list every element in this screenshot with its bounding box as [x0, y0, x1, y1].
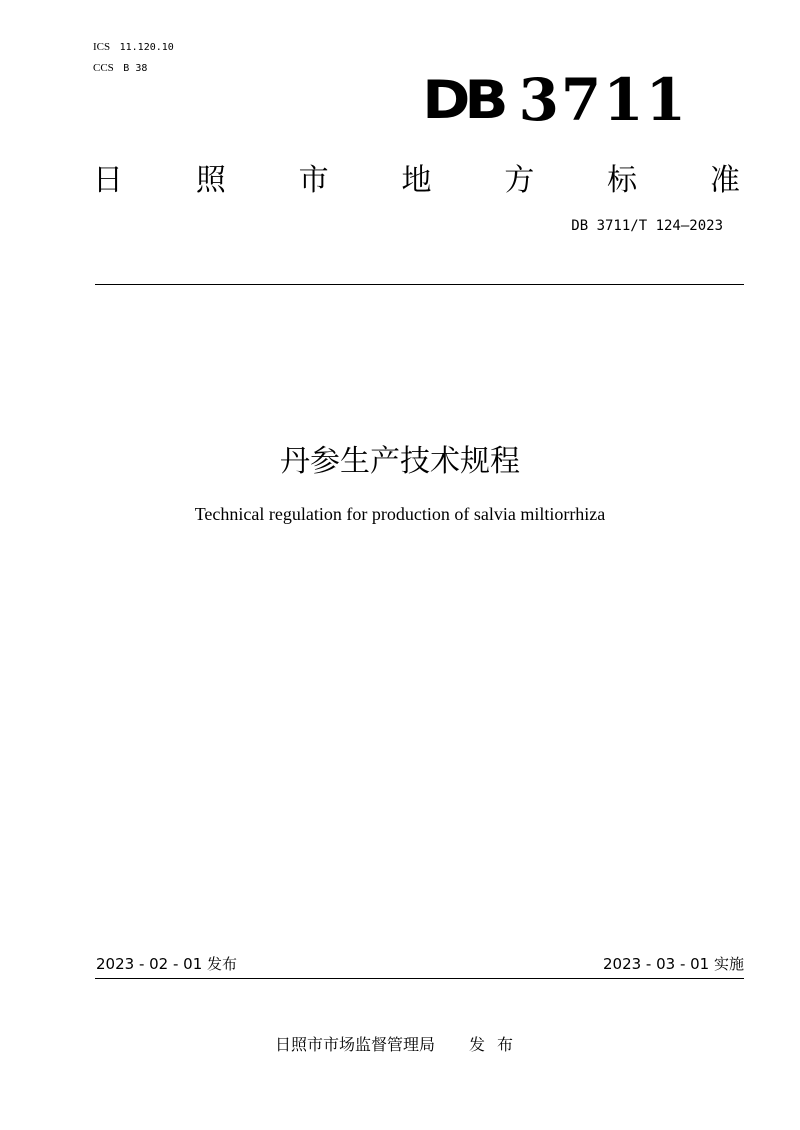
standard-type-char: 照	[195, 163, 226, 198]
issuer-action: 发布	[469, 1035, 526, 1054]
ccs-value: B 38	[123, 63, 148, 74]
ccs-label: CCS	[93, 62, 114, 74]
db-standard-logo	[422, 66, 688, 134]
standard-type-char: 方	[504, 163, 535, 198]
standard-type-char: 日	[93, 163, 123, 198]
document-title-cn: 丹参生产技术规程	[280, 444, 520, 479]
implementation-date: 2023 - 03 - 01 实施	[602, 955, 744, 973]
standard-code: DB 3711/T 124—2023	[571, 218, 723, 234]
db-number: 3711	[518, 66, 688, 134]
standard-type-char: 地	[401, 163, 432, 198]
ics-classification	[93, 40, 174, 55]
issue-date: 2023 - 02 - 01 发布	[96, 955, 238, 973]
ics-label: ICS	[93, 41, 111, 53]
standard-type-char: 标	[607, 163, 638, 198]
issuer-line	[0, 1032, 800, 1055]
ics-value: 11.120.10	[119, 42, 174, 53]
db-prefix: DB	[422, 69, 503, 131]
footer-divider	[95, 978, 744, 979]
standard-type-char: 准	[709, 163, 740, 198]
standard-type-char: 市	[298, 163, 329, 198]
issuer-name: 日照市市场监督管理局	[274, 1035, 435, 1054]
ccs-classification	[93, 61, 147, 76]
header-divider	[95, 284, 744, 285]
document-title-en: Technical regulation for production of salvia miltiorrhiza	[194, 504, 606, 524]
standard-type-heading	[93, 155, 740, 199]
